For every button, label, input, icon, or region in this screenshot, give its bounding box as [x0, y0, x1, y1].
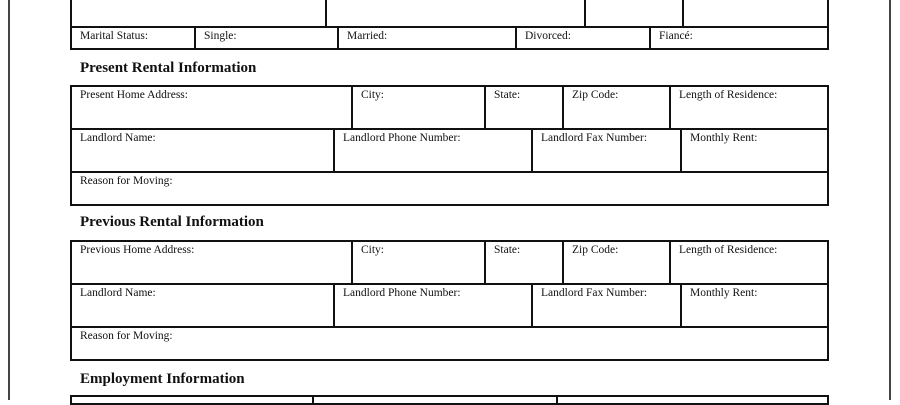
present-landlord-fax-field[interactable]: Landlord Fax Number: [531, 128, 682, 173]
marital-single-field[interactable]: Single: [194, 26, 339, 50]
present-rental-title: Present Rental Information [80, 60, 257, 76]
previous-city-field[interactable]: City: [351, 240, 486, 285]
marital-status-label: Marital Status: [70, 26, 196, 50]
previous-rental-title: Previous Rental Information [80, 214, 264, 230]
top-cell-4[interactable] [682, 0, 829, 28]
top-cell-2[interactable] [325, 0, 586, 28]
employment-cell-2[interactable] [312, 395, 558, 405]
previous-landlord-fax-field[interactable]: Landlord Fax Number: [531, 283, 682, 328]
top-cell-1[interactable] [70, 0, 327, 28]
previous-zip-field[interactable]: Zip Code: [562, 240, 671, 285]
previous-state-field[interactable]: State: [484, 240, 564, 285]
page-edge-right [889, 0, 891, 400]
marital-married-field[interactable]: Married: [337, 26, 517, 50]
previous-reason-field[interactable]: Reason for Moving: [70, 326, 829, 361]
present-monthly-rent-field[interactable]: Monthly Rent: [680, 128, 829, 173]
previous-home-address-field[interactable]: Previous Home Address: [70, 240, 353, 285]
previous-landlord-phone-field[interactable]: Landlord Phone Number: [333, 283, 533, 328]
previous-length-field[interactable]: Length of Residence: [669, 240, 829, 285]
previous-monthly-rent-field[interactable]: Monthly Rent: [680, 283, 829, 328]
employment-cell-1[interactable] [70, 395, 314, 405]
marital-fiance-field[interactable]: Fiancé: [649, 26, 829, 50]
page-edge-left [8, 0, 10, 400]
present-landlord-phone-field[interactable]: Landlord Phone Number: [333, 128, 533, 173]
top-cell-3[interactable] [584, 0, 684, 28]
previous-landlord-name-field[interactable]: Landlord Name: [70, 283, 335, 328]
employment-cell-3[interactable] [556, 395, 829, 405]
marital-divorced-field[interactable]: Divorced: [515, 26, 651, 50]
present-length-field[interactable]: Length of Residence: [669, 85, 829, 130]
present-home-address-field[interactable]: Present Home Address: [70, 85, 353, 130]
present-landlord-name-field[interactable]: Landlord Name: [70, 128, 335, 173]
present-zip-field[interactable]: Zip Code: [562, 85, 671, 130]
present-reason-field[interactable]: Reason for Moving: [70, 171, 829, 206]
present-city-field[interactable]: City: [351, 85, 486, 130]
present-state-field[interactable]: State: [484, 85, 564, 130]
employment-title: Employment Information [80, 371, 245, 387]
